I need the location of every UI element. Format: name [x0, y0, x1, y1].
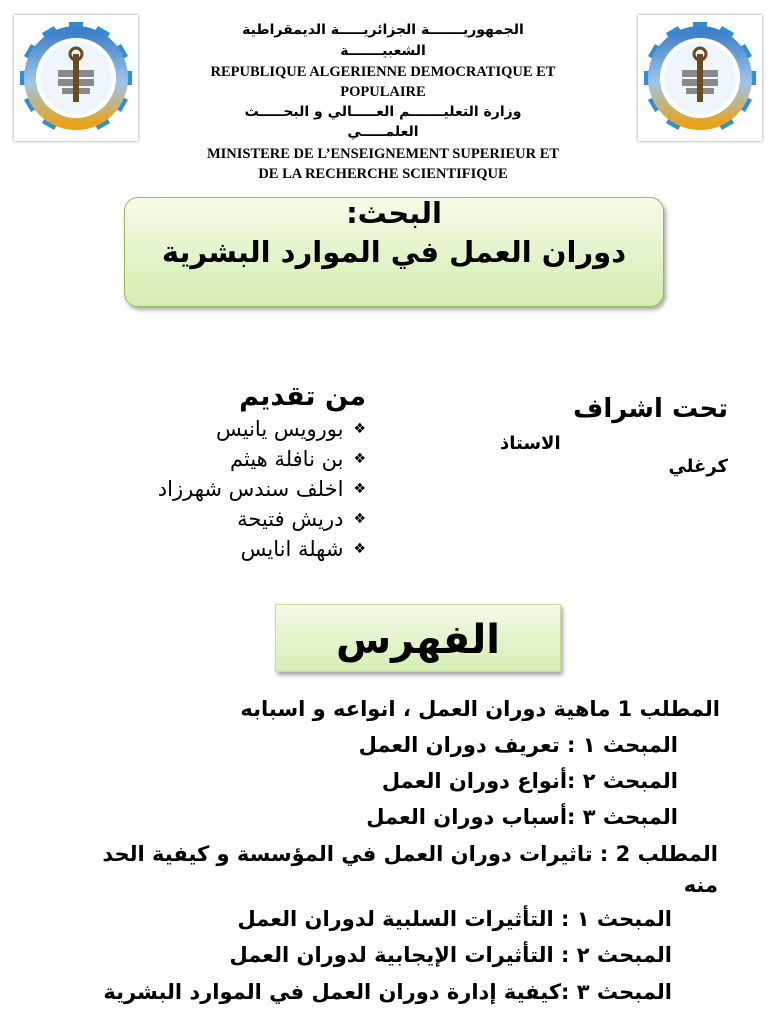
index-title: الفهرس [275, 604, 561, 672]
research-title-box [124, 197, 664, 307]
presenter-name: اخلف سندس شهرزاد [157, 477, 344, 501]
diamond-bullet-icon: ❖ [353, 541, 366, 557]
diamond-bullet-icon: ❖ [353, 481, 366, 497]
index-item: المبحث ١ : تعريف دوران العمل [358, 733, 678, 757]
diamond-bullet-icon: ❖ [353, 451, 366, 467]
header-ministry-ar-line1: وزارة التعليـــــــم العـــــالي و البحـــــث [244, 104, 522, 120]
diamond-bullet-icon: ❖ [353, 421, 366, 437]
header-country-ar-line2: الشعبيـــــــة [340, 43, 426, 59]
presenter-name: شهلة انايس [240, 537, 344, 561]
university-logo-right [638, 15, 762, 141]
research-label: البحث: [346, 196, 442, 230]
gear-emblem-icon [14, 15, 138, 141]
presenters-block [158, 380, 366, 564]
index-item: المطلب 1 ماهية دوران العمل ، انواعه و اسبابه [240, 697, 720, 721]
index-item: المطلب 2 : تاثيرات دوران العمل في المؤسسة و كيفية الحد [102, 842, 718, 866]
gear-emblem-icon [638, 15, 762, 141]
list-item [158, 444, 366, 474]
index-item: المبحث ٢ : التأثيرات الإيجابية لدوران العمل [229, 943, 672, 967]
index-item: المبحث ٢ :أنواع دوران العمل [381, 769, 678, 793]
header-country-fr-line2: POPULAIRE [340, 84, 426, 100]
index-item: المبحث ١ : التأثيرات السلبية لدوران العمل [237, 907, 672, 931]
header-ministry-ar-line2: العلمـــــي [347, 124, 419, 140]
supervisor-name: كرغلي [668, 456, 728, 477]
presenters-heading: من تقديم [239, 381, 366, 412]
university-logo-left [14, 15, 138, 141]
diamond-bullet-icon: ❖ [353, 511, 366, 527]
header-country-fr-line1: REPUBLIQUE ALGERIENNE DEMOCRATIQUE ET [210, 64, 556, 80]
list-item [158, 534, 366, 564]
presenter-name: بن نافلة هيثم [230, 447, 344, 471]
supervisor-heading: تحت اشراف [573, 394, 728, 424]
list-item [158, 504, 366, 534]
list-item [158, 474, 366, 504]
header-ministry-fr-line2: DE LA RECHERCHE SCIENTIFIQUE [258, 166, 508, 182]
presenter-name: دريش فتيحة [237, 507, 344, 531]
index-item: المبحث ٣ :أسباب دوران العمل [366, 805, 678, 829]
list-item [158, 414, 366, 444]
index-item: منه [683, 873, 718, 897]
presenter-name: بورويس يانيس [215, 417, 344, 441]
header-ministry-fr-line1: MINISTERE DE L’ENSEIGNEMENT SUPERIEUR ET [206, 146, 560, 162]
supervisor-title: الاستاذ [500, 433, 561, 454]
research-title: دوران العمل في الموارد البشرية [161, 235, 627, 269]
header-country-ar-line1: الجمهوريـــــــة الجزائريـــــة الديمقراطية [242, 22, 524, 38]
index-item: المبحث ٣ :كيفية إدارة دوران العمل في الموارد البشرية [103, 980, 672, 1004]
presenters-list [158, 414, 366, 564]
